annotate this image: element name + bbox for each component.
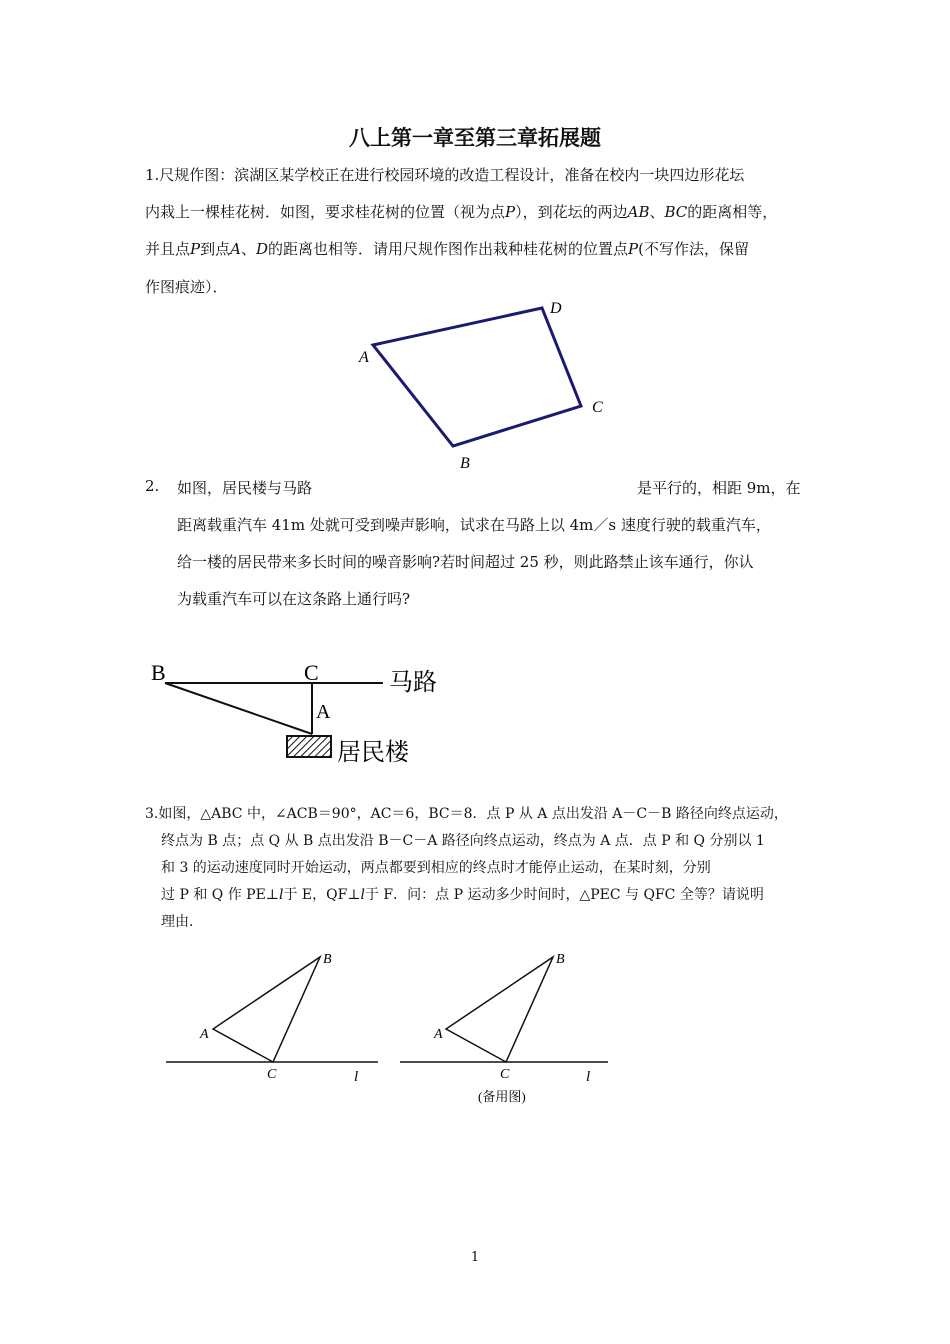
segment-ba <box>165 683 312 734</box>
label-a-right: A <box>434 1027 443 1042</box>
q2-road-figure <box>145 650 455 770</box>
label-building: 居民楼 <box>337 740 409 766</box>
label-b: B <box>151 660 166 685</box>
page-number: 1 <box>470 1250 480 1265</box>
page-title: 八上第一章至第三章拓展题 <box>349 126 601 150</box>
label-c: C <box>304 660 319 685</box>
label-l-right: l <box>586 1069 591 1085</box>
q1-line-2: 内栽上一棵桂花树．如图，要求桂花树的位置（视为点P），到花坛的两边AB、BC的距离相等， <box>145 203 778 221</box>
q2-number: 2. <box>145 477 160 495</box>
q2-line-2: 距离载重汽车 41m 处就可受到噪声影响，试求在马路上以 4m／s 速度行驶的载重汽车， <box>177 516 771 534</box>
label-b: B <box>460 455 470 472</box>
label-d: D <box>550 300 562 317</box>
q3-line-2: 终点为 B 点；点 Q 从 B 点出发沿 B－C－A 路径向终点运动，终点为 A 点．点 P 和 Q 分别以 1 <box>161 833 765 849</box>
q3-line-5: 理由． <box>161 914 203 930</box>
q1-line-4: 作图痕迹）． <box>145 278 228 296</box>
figure-caption: (备用图) <box>478 1089 526 1104</box>
q3-triangle-figure <box>160 945 620 1110</box>
label-l-left: l <box>354 1069 359 1085</box>
triangle-abc-left <box>213 957 320 1062</box>
q3-line-3: 和 3 的运动速度同时开始运动，两点都要到相应的终点时才能停止运动，在某时刻，分别 <box>161 860 711 876</box>
triangle-abc-right <box>446 957 553 1062</box>
label-a: A <box>359 349 369 366</box>
quadrilateral-abcd <box>373 308 581 446</box>
label-c: C <box>592 399 603 416</box>
q3-line-1: 3.如图，△ABC 中，∠ACB＝90°，AC＝6，BC＝8．点 P 从 A 点出发沿 A－C－B 路径向终点运动， <box>145 806 788 822</box>
q1-quadrilateral-figure <box>340 290 630 480</box>
q1-line-3: 并且点P到点A、D的距离也相等．请用尺规作图作出栽种桂花树的位置点P(不写作法，保留 <box>145 240 749 258</box>
label-b-right: B <box>556 952 565 967</box>
label-c-right: C <box>500 1067 510 1082</box>
label-a: A <box>316 701 331 723</box>
q2-line-4: 为载重汽车可以在这条路上通行吗? <box>177 590 411 608</box>
label-road: 马路 <box>389 670 437 696</box>
building-block <box>287 736 331 757</box>
label-a-left: A <box>200 1027 209 1042</box>
q3-line-4: 过 P 和 Q 作 PE⊥l于 E，QF⊥l于 F．问：点 P 运动多少时间时，△PEC 与 QFC 全等？请说明 <box>161 887 764 903</box>
label-c-left: C <box>267 1067 277 1082</box>
q2-line-1b: 是平行的，相距 9m，在 <box>637 479 801 497</box>
q2-line-3: 给一楼的居民带来多长时间的噪音影响?若时间超过 25 秒，则此路禁止该车通行，你认 <box>177 553 754 571</box>
q1-line-1: 1.尺规作图：滨湖区某学校正在进行校园环境的改造工程设计，准备在校内一块四边形花坛 <box>145 166 745 184</box>
q2-line-1a: 如图，居民楼与马路 <box>177 479 313 497</box>
label-b-left: B <box>323 952 332 967</box>
